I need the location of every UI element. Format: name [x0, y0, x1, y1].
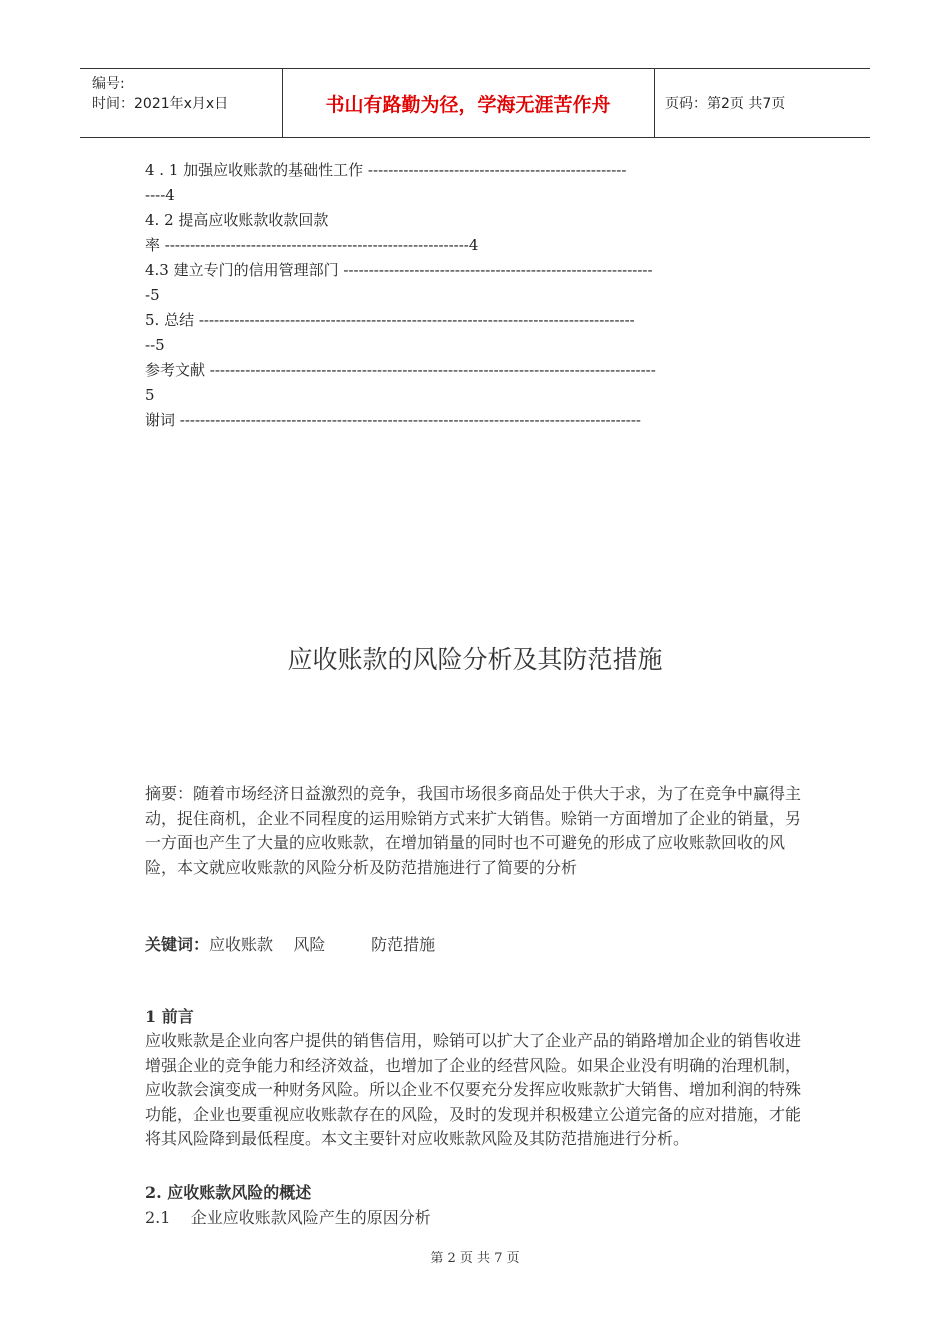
- page-info-text: 页码：第2页 共7页: [665, 96, 786, 112]
- header-meta: [80, 69, 283, 137]
- toc-line: 5. 总结 --------------------------------------------------------------------------------------: [145, 311, 635, 329]
- toc-line-cont: --5: [145, 336, 165, 354]
- abstract: 摘要：随着市场经济日益激烈的竞争，我国市场很多商品处于供大于求，为了在竞争中赢得主动，捉住商机，企业不同程度的运用赊销方式来扩大销售。赊销一方面增加了企业的销量，另一方面也产生了大量的应收账款，在增加销量的同时也不可避免的形成了应收账款回收的风险，本文就应收账款的风险分析及防范措施进行了简要的分析: [145, 784, 802, 877]
- table-of-contents: [145, 158, 805, 433]
- time-label: 时间：2021年x月x日: [92, 96, 229, 112]
- section-body: 应收账款是企业向客户提供的销售信用，赊销可以扩大了企业产品的销路增加企业的销售收进增强企业的竞争能力和经济效益，也增加了企业的经营风险。如果企业没有明确的治理机制，应收款会演变成一种财务风险。所以企业不仅要充分发挥应收账款扩大销售、增加利润的特殊功能，企业也要重视应收账款存在的风险，及时的发现并积极建立公道完备的应对措施，才能将其风险降到最低程度。本文主要针对应收账款风险及其防范措施进行分析。: [145, 1031, 802, 1148]
- toc-line: 4. 2 提高应收账款收款回款: [145, 211, 329, 229]
- section-heading: 2. 应收账款风险的概述: [145, 1183, 312, 1202]
- toc-line: 4.3 建立专门的信用管理部门 -------------------------------------------------------------: [145, 261, 653, 279]
- section-heading: 1 前言: [145, 1007, 194, 1026]
- document-header: [80, 68, 870, 138]
- subsection-heading: 2.1 企业应收账款风险产生的原因分析: [145, 1208, 431, 1227]
- header-motto: 书山有路勤为径，学海无涯苦作舟: [282, 69, 655, 137]
- toc-line: 4 . 1 加强应收账款的基础性工作 ---------------------------------------------------: [145, 161, 627, 179]
- page-footer: 第 2 页 共 7 页: [430, 1251, 520, 1266]
- toc-line-cont: ----4: [145, 186, 175, 204]
- number-label: 编号:: [92, 76, 125, 92]
- header-page-info: [655, 69, 870, 137]
- toc-line-cont: -5: [145, 286, 160, 304]
- toc-line-cont: 率 ------------------------------------------------------------4: [145, 236, 479, 254]
- toc-line: 参考文献 ----------------------------------------------------------------------------------------: [145, 361, 656, 379]
- keywords: [145, 932, 435, 955]
- toc-line-cont: 5: [145, 386, 155, 404]
- keywords-label: 关键词：: [145, 935, 210, 954]
- toc-line: 谢词 -------------------------------------------------------------------------------------------: [145, 411, 641, 429]
- document-title: 应收账款的风险分析及其防范措施: [287, 645, 663, 674]
- keywords-text: 应收账款 风险 防范措施: [209, 935, 436, 954]
